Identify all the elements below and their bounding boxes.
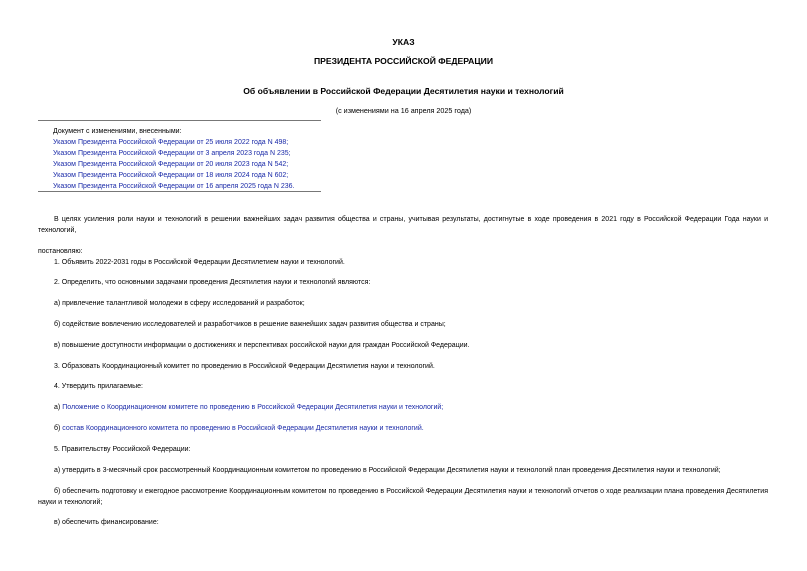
decree-title: УКАЗ bbox=[392, 37, 415, 47]
paragraph-4a-prefix: а) bbox=[54, 404, 61, 411]
paragraph-4b-prefix: б) bbox=[54, 425, 61, 432]
paragraph-5c: в) обеспечить финансирование: bbox=[54, 519, 159, 526]
paragraph-1: 1. Объявить 2022-2031 годы в Российской Федерации Десятилетием науки и технологий. bbox=[54, 259, 345, 266]
paragraph-3: 3. Образовать Координационный комитет по проведению в Российской Федерации Десятилетия науки и технологий. bbox=[54, 363, 435, 370]
amendment-note: (с изменениями на 16 апреля 2025 года) bbox=[335, 106, 472, 115]
changes-box bbox=[38, 120, 321, 192]
changes-intro: Документ с изменениями, внесенными: bbox=[53, 128, 182, 135]
paragraph-2b: б) содействие вовлечению исследователей и разработчиков в решение важнейших задач развития общества и страны; bbox=[54, 321, 446, 328]
preamble: В целях усиления роли науки и технологий в решении важнейших задач развития общества и страны, учитывая результаты, достигнутые в ходе проведения в 2021 году в Российской Федерации Года науки и технологий, bbox=[38, 216, 768, 234]
paragraph-2a: а) привлечение талантливой молодежи в сферу исследований и разработок; bbox=[54, 300, 305, 307]
paragraph-2: 2. Определить, что основными задачами проведения Десятилетия науки и технологий являются: bbox=[54, 279, 371, 286]
paragraph-5a: а) утвердить в 3-месячный срок рассмотренный Координационным комитетом по проведению в Российской Федерации Десятилетия науки и технологий план проведения Десятилетия науки и технологий; bbox=[54, 467, 721, 474]
paragraph-4: 4. Утвердить прилагаемые: bbox=[54, 383, 143, 390]
change-link-2023-235[interactable]: Указом Президента Российской Федерации от 3 апреля 2023 года N 235; bbox=[53, 150, 291, 157]
change-link-2022-498[interactable]: Указом Президента Российской Федерации от 25 июля 2022 года N 498; bbox=[53, 139, 289, 146]
paragraph-5b: б) обеспечить подготовку и ежегодное рассмотрение Координационным комитетом по проведению в Российской Федерации Десятилетия науки и технологий отчетов о ходе реализации плана проведения Десятилетия науки и технологий; bbox=[38, 488, 768, 506]
paragraph-5: 5. Правительству Российской Федерации: bbox=[54, 446, 191, 453]
regulation-link[interactable]: Положение о Координационном комитете по проведению в Российской Федерации Десятилетия науки и технологий; bbox=[62, 404, 444, 411]
change-link-2025-236[interactable]: Указом Президента Российской Федерации от 16 апреля 2025 года N 236. bbox=[53, 183, 295, 190]
decree-word: постановляю: bbox=[38, 248, 83, 255]
paragraph-4b bbox=[38, 423, 768, 434]
paragraph-4a bbox=[38, 402, 768, 413]
change-link-2023-542[interactable]: Указом Президента Российской Федерации от 20 июля 2023 года N 542; bbox=[53, 161, 289, 168]
decree-subject: Об объявлении в Российской Федерации Десятилетия науки и технологий bbox=[243, 86, 564, 96]
issuer-title: ПРЕЗИДЕНТА РОССИЙСКОЙ ФЕДЕРАЦИИ bbox=[313, 56, 494, 66]
change-link-2024-602[interactable]: Указом Президента Российской Федерации от 18 июля 2024 года N 602; bbox=[53, 172, 289, 179]
paragraph-2c: в) повышение доступности информации о достижениях и перспективах российской науки для граждан Российской Федерации. bbox=[54, 342, 470, 349]
committee-composition-link[interactable]: состав Координационного комитета по проведению в Российской Федерации Десятилетия науки и технологий. bbox=[62, 425, 424, 432]
